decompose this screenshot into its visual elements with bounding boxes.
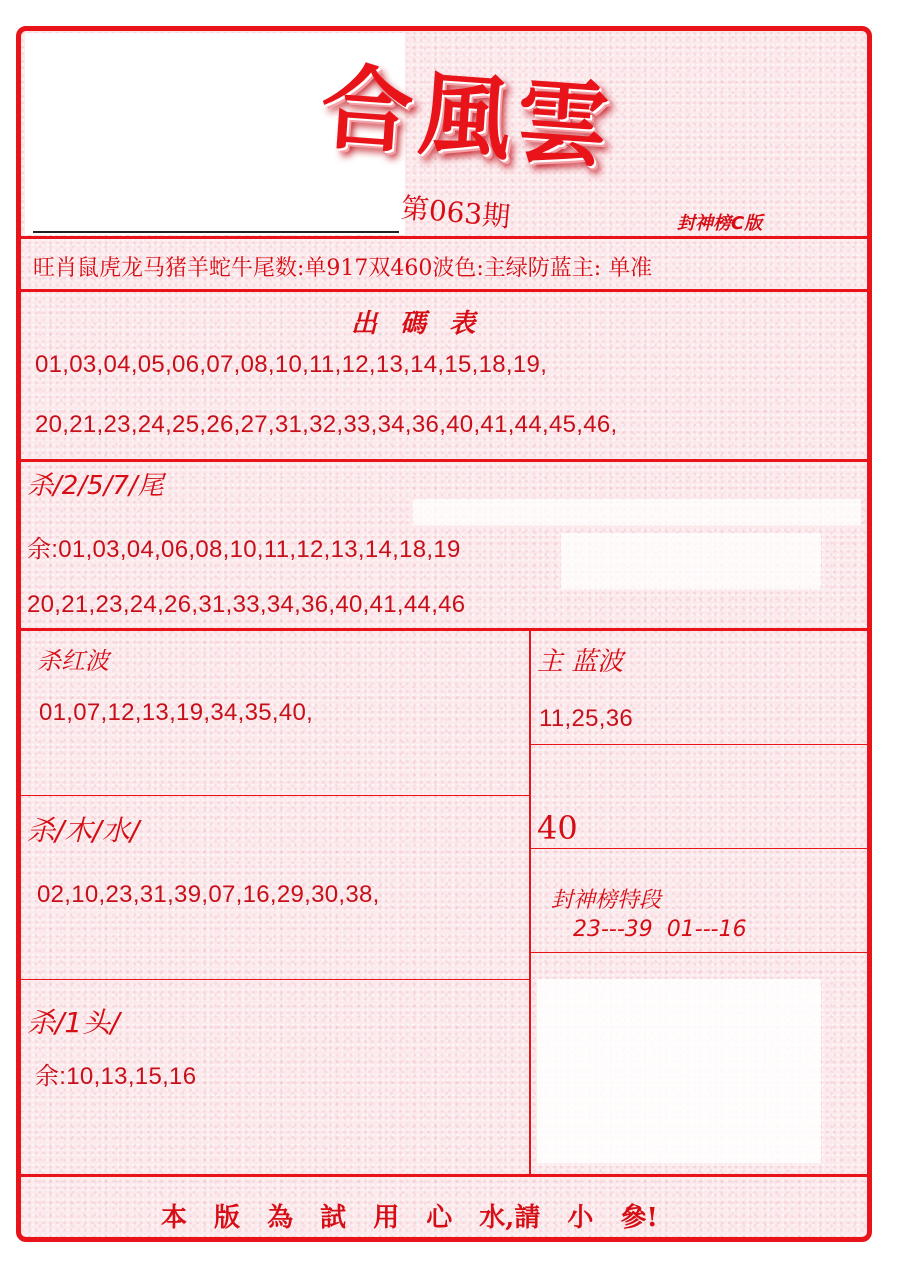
head-kill-numbers: 余:10,13,15,16 xyxy=(35,1063,197,1090)
tail-kill-mask-top xyxy=(413,499,861,525)
divider-draw-bottom xyxy=(21,459,867,462)
tail-kill-label: 杀/2/5/7/尾 xyxy=(27,471,164,501)
edition-label: 封神榜C版 xyxy=(677,213,763,234)
divider-footer-top xyxy=(21,1174,867,1177)
divider-right-1 xyxy=(531,744,867,745)
special-range-values: 23---39 01---16 xyxy=(573,917,747,942)
draw-table-title: 出 碼 表 xyxy=(351,309,476,339)
divider-info-bottom xyxy=(21,289,867,292)
red-kill-label: 杀红波 xyxy=(37,647,109,675)
draw-table-line-2: 20,21,23,24,25,26,27,31,32,33,34,36,40,41,44,45,46, xyxy=(35,411,618,438)
tail-kill-line-1: 余:01,03,04,06,08,10,11,12,13,14,18,19 xyxy=(27,536,461,563)
lottery-sheet xyxy=(16,26,872,1242)
footer-note: 本 版 為 試 用 心 水,請 小 參! xyxy=(161,1203,658,1233)
element-kill-numbers: 02,10,23,31,39,07,16,29,30,38, xyxy=(37,881,380,908)
divider-right-3 xyxy=(531,952,867,953)
info-line: 旺肖鼠虎龙马猪羊蛇牛尾数:单917双460波色:主绿防蓝主: 单准 xyxy=(33,256,653,281)
blank-panel-right xyxy=(537,979,821,1163)
red-kill-numbers: 01,07,12,13,19,34,35,40, xyxy=(39,699,314,726)
tail-kill-mask-bottom xyxy=(561,533,821,589)
draw-table-line-1: 01,03,04,05,06,07,08,10,11,12,13,14,15,18,19, xyxy=(35,351,548,378)
blue-main-numbers: 11,25,36 xyxy=(539,705,634,732)
element-kill-label: 杀/木/水/ xyxy=(27,814,140,847)
divider-right-2 xyxy=(531,848,867,849)
issue-number: 第063期 xyxy=(399,191,512,234)
header-blank-underline xyxy=(33,231,399,233)
divider-info-top xyxy=(21,236,867,239)
divider-left-2 xyxy=(21,979,529,980)
divider-tail-bottom xyxy=(21,628,867,631)
special-range-label: 封神榜特段 xyxy=(551,888,662,913)
head-kill-label: 杀/1头/ xyxy=(27,1006,120,1039)
special-number: 40 xyxy=(537,809,578,847)
divider-vertical xyxy=(529,628,531,1174)
masthead-title: 合風雲 xyxy=(317,52,619,181)
divider-left-1 xyxy=(21,795,529,796)
blue-main-label: 主 蓝波 xyxy=(537,647,624,677)
tail-kill-line-2: 20,21,23,24,26,31,33,34,36,40,41,44,46 xyxy=(27,591,466,618)
